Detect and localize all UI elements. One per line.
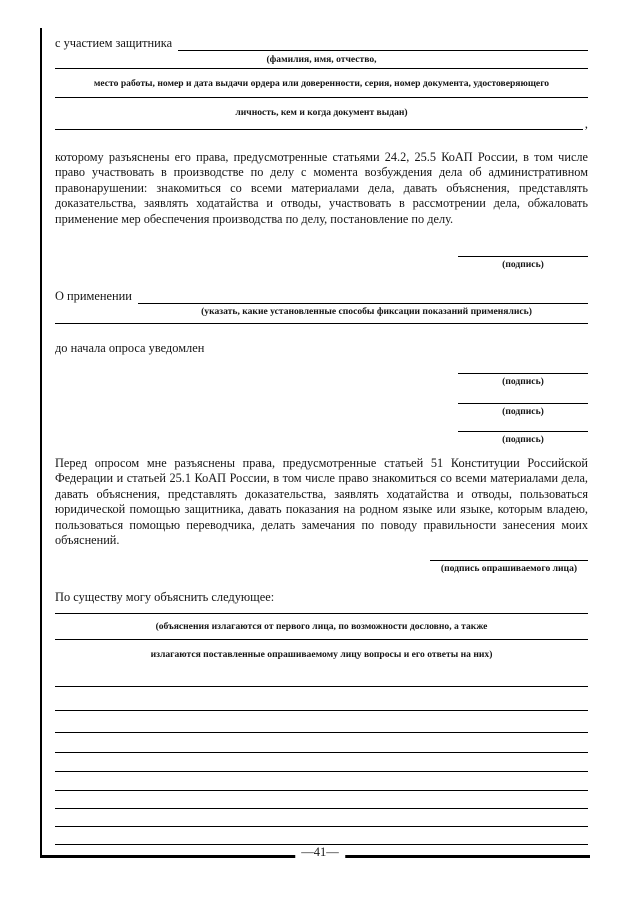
interrogated-signature-line[interactable] (430, 547, 588, 561)
blank-line[interactable] (55, 771, 588, 772)
defender-row (55, 36, 588, 51)
explanation-fill-line-1[interactable] (55, 613, 588, 614)
pre-interrogation-paragraph: Перед опросом мне разъяснены права, предусмотренные статьей 51 Конституции Российской Федерации и статьей 25.1 КоАП России, в том числе право знакомиться со всеми материалами дела, давать объяснения, представлять доказательства, заявлять ходатайства и отводы, пользоваться юридической помощью защитника, давать показания на родном языке или языке, которым владею, пользоваться помощью переводчика, делать замечания по поводу правильности занесения моих объяснений. (55, 456, 588, 548)
explanation-fill-line-2[interactable] (55, 639, 588, 640)
trailing-comma: , (584, 116, 588, 131)
blank-line[interactable] (55, 752, 588, 753)
signature-caption: (подпись) (502, 376, 544, 387)
defender-fill-row-4 (55, 116, 588, 130)
fixation-caption: (указать, какие установленные способы фиксации показаний применялись) (201, 306, 532, 317)
notified-text: до начала опроса уведомлен (55, 341, 205, 355)
blank-line[interactable] (55, 790, 588, 791)
signature-block-4 (458, 418, 588, 445)
explanation-label: По существу могу объяснить следующее: (55, 590, 275, 604)
blank-line[interactable] (55, 686, 588, 687)
defender-caption-3: личность, кем и когда документ выдан) (235, 107, 408, 118)
interrogated-signature-block (430, 547, 588, 574)
blank-line[interactable] (55, 826, 588, 827)
fixation-fill-line[interactable] (138, 290, 588, 304)
defender-caption-2: место работы, номер и дата выдачи ордера или доверенности, серия, номер документа, удостоверяющего (93, 78, 550, 89)
signature-block-1 (458, 243, 588, 270)
defender-fill-line-3[interactable] (55, 97, 588, 98)
signature-caption: (подпись) (502, 434, 544, 445)
explanation-caption-2: излагаются поставленные опрашиваемому лицу вопросы и его ответы на них) (150, 649, 493, 660)
page-number: —41— (295, 845, 345, 860)
signature-block-2 (458, 360, 588, 387)
signature-line[interactable] (458, 418, 588, 432)
signature-block-3 (458, 390, 588, 417)
interrogated-signature-caption: (подпись опрашиваемого лица) (440, 563, 578, 574)
signature-line[interactable] (458, 243, 588, 257)
blank-line[interactable] (55, 808, 588, 809)
defender-caption-1: (фамилия, имя, отчество, (266, 54, 377, 65)
defender-fill-line-2[interactable] (55, 68, 588, 69)
fixation-row (55, 289, 588, 304)
explanation-caption-1: (объяснения излагаются от первого лица, по возможности дословно, а также (155, 621, 488, 632)
signature-line[interactable] (458, 360, 588, 374)
rights-paragraph: которому разъяснены его права, предусмотренные статьями 24.2, 25.5 КоАП России, в том числе право участвовать в производстве по делу с момента возбуждения дела об административном правонарушении: знакомиться со всеми материалами дела, давать объяснения, представлять доказательства, заявлять ходатайства и отводы, участвовать в рассмотрении дела, обжаловать применение мер обеспечения производства по делу, постановление по делу. (55, 150, 588, 226)
blank-line[interactable] (55, 732, 588, 733)
defender-fill-line[interactable] (178, 37, 588, 51)
defender-label: с участием защитника (55, 36, 173, 50)
blank-line[interactable] (55, 710, 588, 711)
fixation-fill-line-2[interactable] (55, 323, 588, 324)
defender-fill-line-4[interactable] (55, 116, 583, 130)
fixation-label: О применении (55, 289, 132, 303)
signature-line[interactable] (458, 390, 588, 404)
scan-border-left (40, 28, 42, 858)
signature-caption: (подпись) (502, 406, 544, 417)
signature-caption: (подпись) (502, 259, 544, 270)
